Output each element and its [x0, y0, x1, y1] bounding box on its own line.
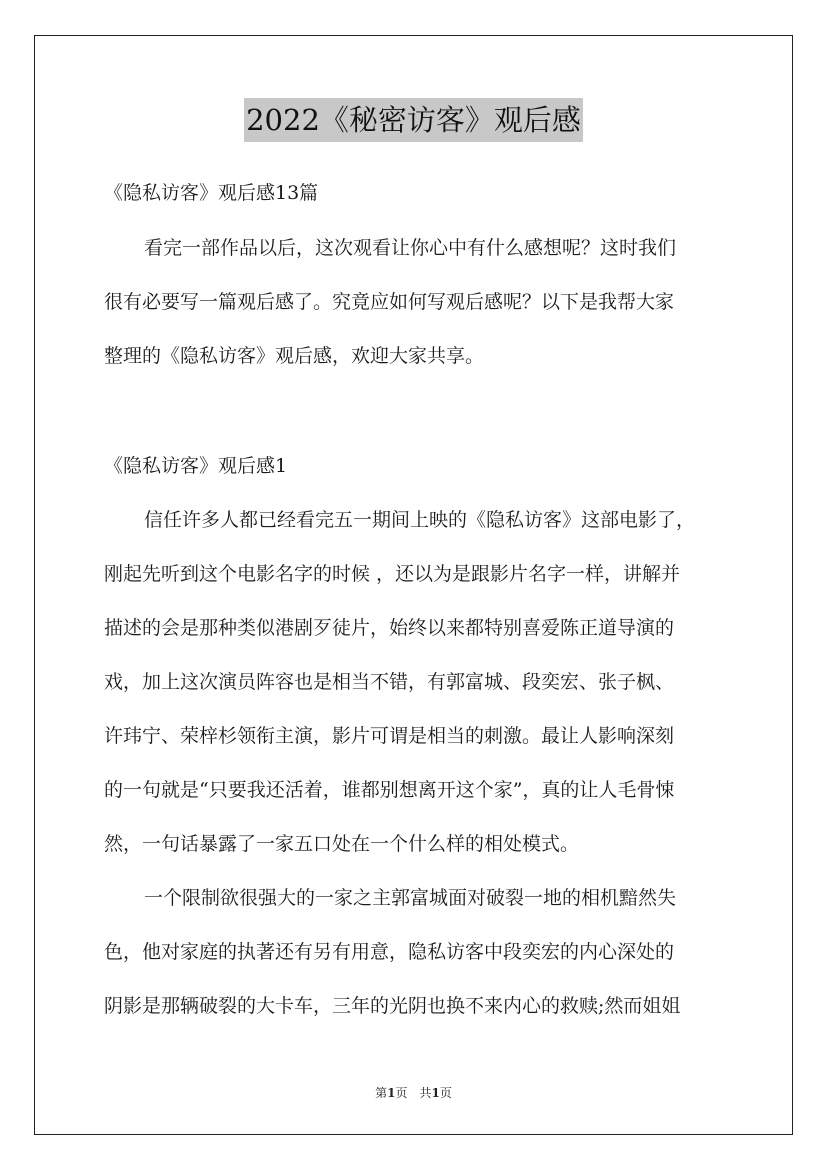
footer-page-mid: 页 共: [395, 1086, 432, 1100]
paragraph2-line-3: 阴影是那辆破裂的大卡车，三年的光阴也换不来内心的救赎;然而姐姐: [104, 995, 681, 1017]
paragraph1-line-1: 信任许多人都已经看完五一期间上映的《隐私访客》这部电影了，: [144, 509, 696, 531]
footer-page-number: 1: [387, 1086, 396, 1100]
footer-page-prefix: 第: [375, 1086, 388, 1100]
paragraph1-line-2: 刚起先听到这个电影名字的时候 ，还以为是跟影片名字一样，讲解并: [104, 563, 681, 585]
footer-page-suffix: 页: [439, 1086, 452, 1100]
paragraph1-line-3: 描述的会是那种类似港剧歹徒片，始终以来都特别喜爱陈正道导演的: [104, 617, 675, 639]
section-heading: 《隐私访客》观后感1: [104, 455, 288, 477]
paragraph1-line-6: 的一句就是“只要我还活着，谁都别想离开这个家”，真的让人毛骨悚: [104, 779, 675, 801]
page-footer: [0, 1084, 827, 1101]
paragraph2-line-2: 色，他对家庭的执著还有另有用意，隐私访客中段奕宏的内心深处的: [104, 941, 675, 963]
footer-total-pages: 1: [431, 1086, 440, 1100]
title-wrap: [0, 98, 827, 142]
document-title: 2022《秘密访客》观后感: [244, 98, 583, 142]
intro-line-3: 整理的《隐私访客》观后感，欢迎大家共享。: [104, 345, 485, 367]
paragraph1-line-7: 然，一句话暴露了一家五口处在一个什么样的相处模式。: [104, 833, 580, 855]
document-subtitle: 《隐私访客》观后感13篇: [104, 182, 319, 204]
intro-line-2: 很有必要写一篇观后感了。究竟应如何写观后感呢？以下是我帮大家: [104, 291, 675, 313]
paragraph2-line-1: 一个限制欲很强大的一家之主郭富城面对破裂一地的相机黯然失: [144, 887, 677, 909]
paragraph1-line-5: 许玮宁、荣梓杉领衔主演，影片可谓是相当的刺激。最让人影响深刻: [104, 725, 675, 747]
paragraph1-line-4: 戏，加上这次演员阵容也是相当不错，有郭富城、段奕宏、张子枫、: [104, 671, 675, 693]
intro-line-1: 看完一部作品以后，这次观看让你心中有什么感想呢？这时我们: [144, 237, 677, 259]
